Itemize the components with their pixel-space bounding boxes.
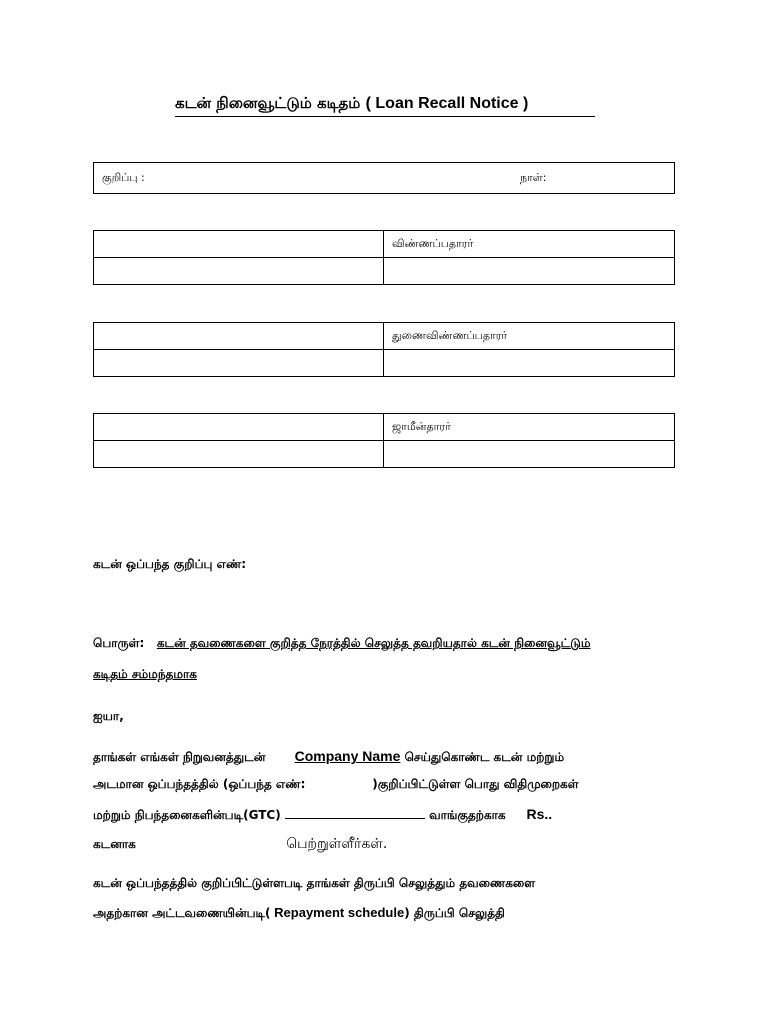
body-line-5: கடன் ஒப்பந்தத்தில் குறிப்பிட்டுள்ளபடி தாங்கள் திருப்பி செலுத்தும் தவணைகளை xyxy=(93,876,536,890)
subject-line-2: கடிதம் சம்மந்தமாக xyxy=(93,667,197,681)
salutation: ஐயா, xyxy=(93,709,124,723)
guarantor-detail-cell-2[interactable] xyxy=(384,441,675,468)
document-title xyxy=(175,94,595,117)
body-text-6a: அதற்கான அட்டவணையின்படி( xyxy=(93,906,271,920)
company-name: Company Name xyxy=(294,748,401,764)
body-line-4 xyxy=(93,836,387,854)
applicant-table xyxy=(93,230,675,285)
title-tamil: கடன் நினைவூட்டும் கடிதம் xyxy=(175,94,361,112)
body-line-6 xyxy=(93,905,505,922)
applicant-detail-cell-2[interactable] xyxy=(384,258,675,285)
body-text-3b: வாங்குதற்காக xyxy=(429,808,506,822)
co-applicant-label: துணைவிண்ணப்பதாரர் xyxy=(384,323,675,350)
reference-label: குறிப்பு : xyxy=(102,171,145,184)
rupees-label: Rs.. xyxy=(526,806,553,822)
body-line-3 xyxy=(93,806,552,824)
guarantor-table xyxy=(93,413,675,468)
body-text-1a: தாங்கள் எங்கள் நிறுவனத்துடன் xyxy=(93,750,266,764)
body-text-3a: மற்றும் நிபந்தனைகளின்படி(GTC) xyxy=(93,808,281,822)
body-text-1b: செய்துகொண்ட கடன் மற்றும் xyxy=(404,750,565,764)
guarantor-label: ஜாமீன்தாரர் xyxy=(384,414,675,441)
body-text-4b: பெற்றுள்ளீர்கள். xyxy=(286,836,388,852)
body-text-2b: )குறிப்பிட்டுள்ள பொது விதிமுறைகள் xyxy=(372,777,579,791)
body-line-2 xyxy=(93,777,579,793)
guarantor-detail-cell[interactable] xyxy=(94,441,384,468)
body-line-1 xyxy=(93,748,564,766)
agreement-reference-label: கடன் ஒப்பந்த குறிப்பு எண்: xyxy=(93,557,247,571)
co-applicant-table xyxy=(93,322,675,377)
reference-box xyxy=(93,162,675,194)
co-applicant-detail-cell-2[interactable] xyxy=(384,350,675,377)
subject-line-1 xyxy=(93,636,591,652)
subject-label: பொருள்: xyxy=(93,636,145,650)
body-text-2a: அடமான ஒப்பந்தத்தில் (ஒப்பந்த எண்: xyxy=(93,777,306,791)
body-text-6b: ) திருப்பி செலுத்தி xyxy=(404,906,505,920)
body-text-4a: கடனாக xyxy=(93,837,136,851)
purpose-blank-field[interactable] xyxy=(285,808,425,819)
applicant-name-cell[interactable] xyxy=(94,231,384,258)
repayment-schedule-label: Repayment schedule xyxy=(270,905,405,920)
subject-text-1: கடன் தவணைகளை குறித்த நேரத்தில் செலுத்த தவறியதால் கடன் நினைவூட்டும் xyxy=(156,636,591,650)
co-applicant-detail-cell[interactable] xyxy=(94,350,384,377)
guarantor-name-cell[interactable] xyxy=(94,414,384,441)
title-english: ( Loan Recall Notice ) xyxy=(365,95,529,112)
applicant-detail-cell[interactable] xyxy=(94,258,384,285)
date-label: நாள்: xyxy=(520,171,547,184)
applicant-label: விண்ணப்பதாரர் xyxy=(384,231,675,258)
co-applicant-name-cell[interactable] xyxy=(94,323,384,350)
